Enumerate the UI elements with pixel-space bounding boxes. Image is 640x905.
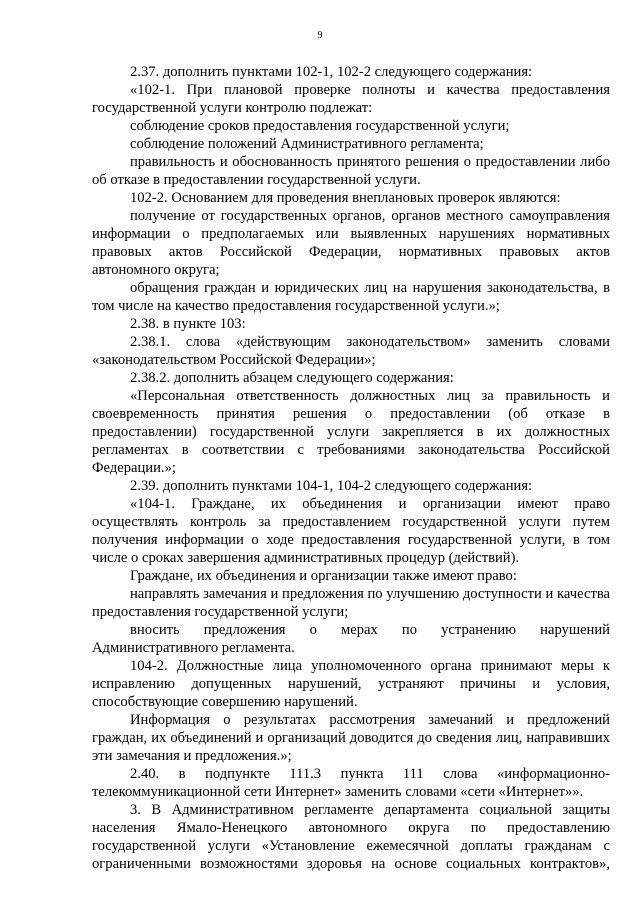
paragraph-item: обращения граждан и юридических лиц на нарушения законодательства, в том числе на качество предоставления государственной услуги.»; xyxy=(92,280,610,314)
paragraph-3: 3. В Административном регламенте департамента социальной защиты населения Ямало-Ненецкого автономного округа по предоставлению государственной услуги «Установление ежемесячной доплаты гражданам с ограниченными возможностями здоровья на основе социальных контрактов», xyxy=(92,802,610,872)
paragraph-item: Информация о результатах рассмотрения замечаний и предложений граждан, их объединений и организаций доводится до сведения лиц, направивших эти замечания и предложения.»; xyxy=(92,712,610,764)
paragraph-item: соблюдение сроков предоставления государственной услуги; xyxy=(130,118,510,134)
paragraph-104-2: 104-2. Должностные лица уполномоченного органа принимают меры к исправлению допущенных нарушений, устраняют причины и условия, способствующие совершению нарушений. xyxy=(92,658,610,710)
paragraph-2-38: 2.38. в пункте 103: xyxy=(130,316,246,332)
page-number: 9 xyxy=(317,30,323,41)
paragraph-item: направлять замечания и предложения по улучшению доступности и качества предоставления государственной услуги; xyxy=(92,586,610,620)
paragraph-item: соблюдение положений Административного регламента; xyxy=(130,136,484,152)
paragraph-102-2: 102-2. Основанием для проведения внеплановых проверок являются: xyxy=(130,190,561,206)
paragraph-102-1: «102-1. При плановой проверке полноты и качества предоставления государственной услуги контролю подлежат: xyxy=(92,82,610,116)
paragraph-2-39: 2.39. дополнить пунктами 104-1, 104-2 следующего содержания: xyxy=(130,478,533,494)
paragraph-2-40: 2.40. в подпункте 111.3 пункта 111 слова «информационно-телекоммуникационной сети Интернет» заменить словами «сети «Интернет»». xyxy=(92,766,610,800)
paragraph-item: Граждане, их объединения и организации также имеют право: xyxy=(130,568,517,584)
document-body xyxy=(92,63,610,873)
paragraph-2-38-2: 2.38.2. дополнить абзацем следующего содержания: xyxy=(130,370,454,386)
paragraph-2-37: 2.37. дополнить пунктами 102-1, 102-2 следующего содержания: xyxy=(130,64,533,80)
paragraph-item: вносить предложения о мерах по устранению нарушений Административного регламента. xyxy=(92,622,610,656)
paragraph-item: правильность и обоснованность принятого решения о предоставлении либо об отказе в предоставлении государственной услуги. xyxy=(92,154,610,188)
paragraph-2-38-1: 2.38.1. слова «действующим законодательством» заменить словами «законодательством Российской Федерации»; xyxy=(92,334,610,368)
paragraph-104-1: «104-1. Граждане, их объединения и организации имеют право осуществлять контроль за предоставлением государственной услуги путем получения информации о ходе предоставления государственной услуги, в том числе о сроках завершения административных процедур (действий). xyxy=(92,496,610,566)
paragraph-item: получение от государственных органов, органов местного самоуправления информации о предполагаемых или выявленных нарушениях нормативных правовых актов Российской Федерации, нормативных правовых актов автономного округа; xyxy=(92,208,610,278)
paragraph-item: «Персональная ответственность должностных лиц за правильность и своевременность принятия решения о предоставлении (об отказе в предоставлении) государственной услуги закрепляется в их должностных регламентах в соответствии с требованиями законодательства Российской Федерации.»; xyxy=(92,388,610,476)
